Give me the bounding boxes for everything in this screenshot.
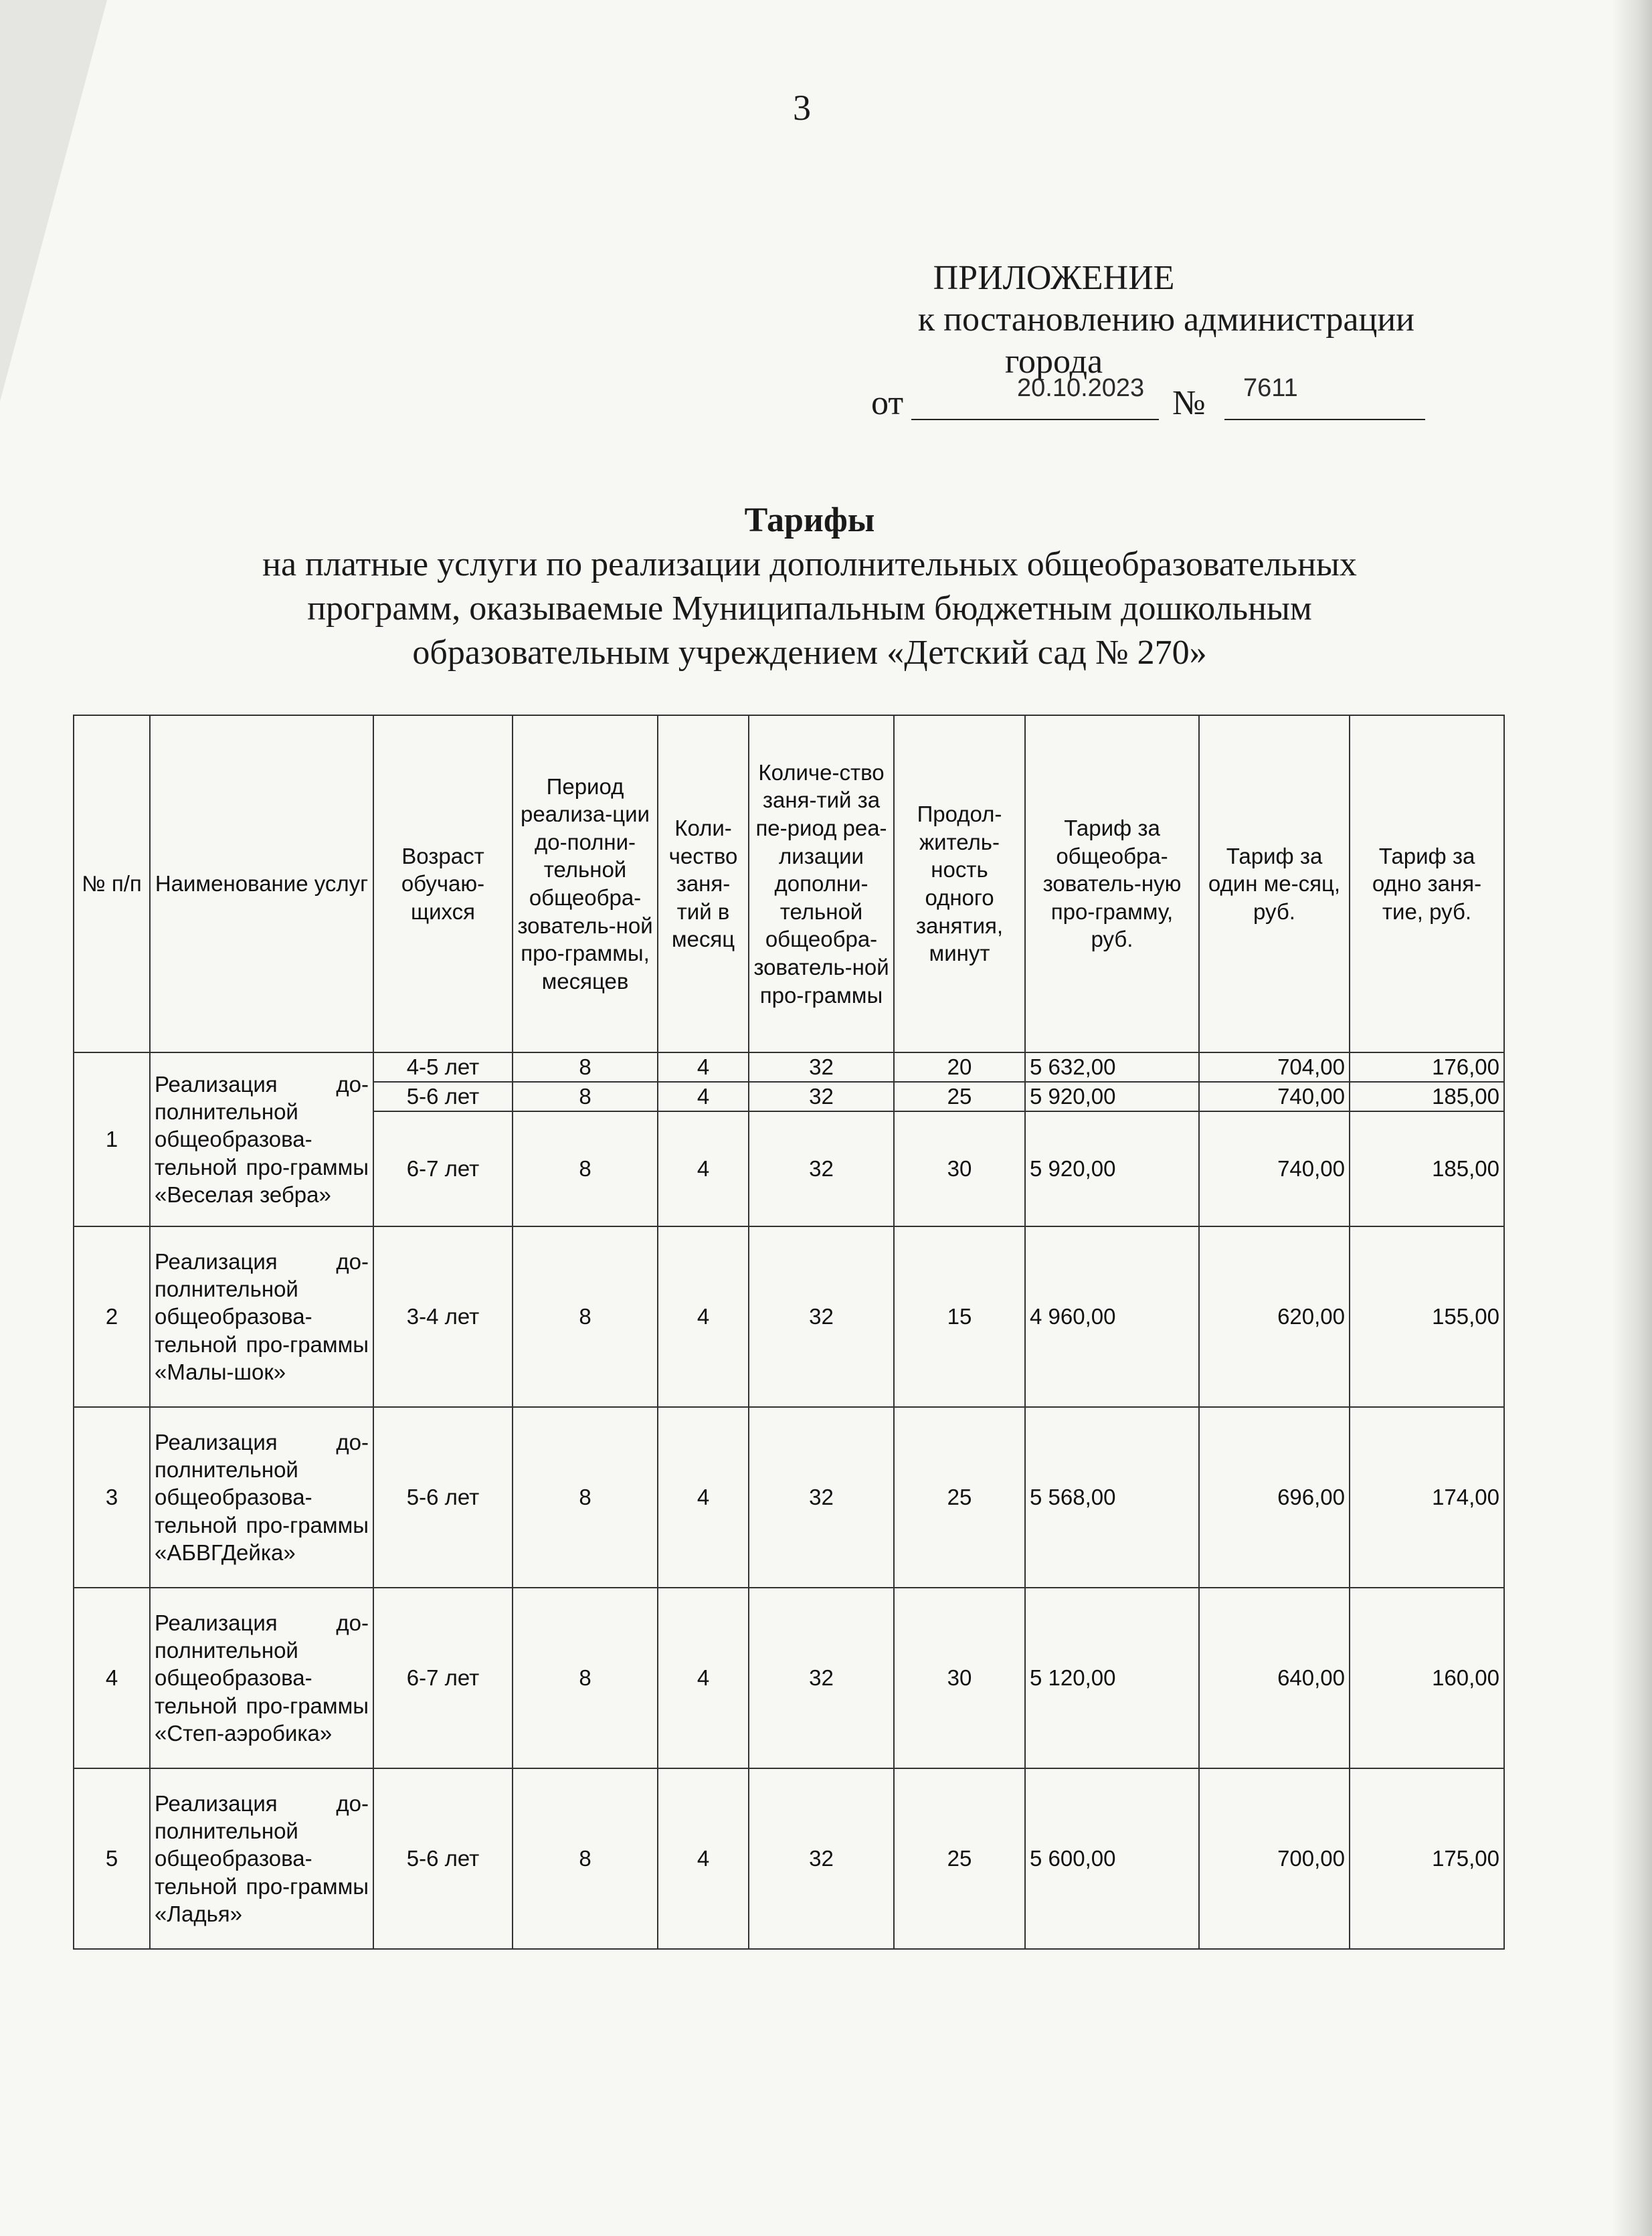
service-name: Реализация до-полнительной общеобразова-тельной про-граммы «Степ-аэробика» (150, 1588, 373, 1768)
period-cell: 8 (513, 1588, 658, 1768)
per-month-cell: 4 (658, 1407, 749, 1588)
tariff-month-cell: 696,00 (1199, 1407, 1350, 1588)
period-cell: 8 (513, 1407, 658, 1588)
tariff-month-cell: 640,00 (1199, 1588, 1350, 1768)
col-name-header: Наименование услуг (150, 715, 373, 1052)
tariff-program-cell: 5 632,00 (1025, 1052, 1199, 1082)
total-cell: 32 (749, 1226, 894, 1407)
appendix-city-line: города (1004, 342, 1103, 381)
service-number: 2 (74, 1226, 150, 1407)
duration-cell: 15 (894, 1226, 1025, 1407)
period-cell: 8 (513, 1226, 658, 1407)
duration-cell: 30 (894, 1588, 1025, 1768)
col-age-header: Возраст обучаю-щихся (373, 715, 513, 1052)
per-month-cell: 4 (658, 1082, 749, 1111)
document-title-line-2: программ, оказываемые Муниципальным бюджетным дошкольным (307, 589, 1312, 628)
age-cell: 3-4 лет (373, 1226, 513, 1407)
tariff-month-cell: 620,00 (1199, 1226, 1350, 1407)
age-cell: 5-6 лет (373, 1407, 513, 1588)
number-value: 7611 (1243, 374, 1298, 403)
duration-cell: 25 (894, 1407, 1025, 1588)
tariff-program-cell: 5 568,00 (1025, 1407, 1199, 1588)
service-number: 5 (74, 1768, 150, 1949)
tariff-lesson-cell: 185,00 (1350, 1111, 1504, 1226)
date-underline (911, 419, 1159, 420)
duration-cell: 30 (894, 1111, 1025, 1226)
tariff-lesson-cell: 160,00 (1350, 1588, 1504, 1768)
service-name: Реализация до-полнительной общеобразова-тельной про-граммы «Веселая зебра» (150, 1052, 373, 1226)
tariff-month-cell: 740,00 (1199, 1082, 1350, 1111)
period-cell: 8 (513, 1082, 658, 1111)
tariffs-table (73, 715, 1505, 1950)
table-row (74, 1226, 1504, 1407)
per-month-cell: 4 (658, 1111, 749, 1226)
page-fold-shadow (0, 0, 107, 401)
appendix-to-line: к постановлению администрации (917, 300, 1414, 339)
tariff-program-cell: 5 600,00 (1025, 1768, 1199, 1949)
number-prefix: № (1172, 384, 1206, 423)
col-per-month-header: Коли-чество заня-тий в месяц (658, 715, 749, 1052)
page-edge-shadow (1612, 0, 1652, 2236)
col-tariff-month-header: Тариф за один ме-сяц, руб. (1199, 715, 1350, 1052)
tariff-month-cell: 700,00 (1199, 1768, 1350, 1949)
age-cell: 5-6 лет (373, 1082, 513, 1111)
tariff-program-cell: 5 920,00 (1025, 1082, 1199, 1111)
col-total-header: Количе-ство заня-тий за пе-риод реа-лизации дополни-тельной общеобра-зователь-ной про-граммы (749, 715, 894, 1052)
service-name: Реализация до-полнительной общеобразова-тельной про-граммы «Ладья» (150, 1768, 373, 1949)
age-cell: 4-5 лет (373, 1052, 513, 1082)
table-row (74, 1052, 1504, 1082)
tariff-lesson-cell: 185,00 (1350, 1082, 1504, 1111)
age-cell: 6-7 лет (373, 1588, 513, 1768)
document-title-main: Тарифы (744, 501, 875, 539)
col-num-header: № п/п (74, 715, 150, 1052)
service-name: Реализация до-полнительной общеобразова-тельной про-граммы «Малы-шок» (150, 1226, 373, 1407)
col-duration-header: Продол-житель-ность одного занятия, минут (894, 715, 1025, 1052)
tariff-lesson-cell: 175,00 (1350, 1768, 1504, 1949)
age-cell: 5-6 лет (373, 1768, 513, 1949)
table-row (74, 1407, 1504, 1588)
page-number: 3 (793, 88, 811, 128)
document-title (120, 498, 1499, 675)
service-number: 1 (74, 1052, 150, 1226)
total-cell: 32 (749, 1407, 894, 1588)
appendix-header (669, 258, 1439, 427)
appendix-date-line (669, 374, 1439, 427)
tariff-program-cell: 4 960,00 (1025, 1226, 1199, 1407)
tariff-program-cell: 5 120,00 (1025, 1588, 1199, 1768)
per-month-cell: 4 (658, 1226, 749, 1407)
per-month-cell: 4 (658, 1052, 749, 1082)
tariff-month-cell: 740,00 (1199, 1111, 1350, 1226)
total-cell: 32 (749, 1768, 894, 1949)
service-name: Реализация до-полнительной общеобразова-тельной про-граммы «АБВГДейка» (150, 1407, 373, 1588)
total-cell: 32 (749, 1082, 894, 1111)
duration-cell: 25 (894, 1768, 1025, 1949)
col-tariff-lesson-header: Тариф за одно заня-тие, руб. (1350, 715, 1504, 1052)
tariff-month-cell: 704,00 (1199, 1052, 1350, 1082)
document-title-line-3: образовательным учреждением «Детский сад № 270» (412, 634, 1207, 672)
total-cell: 32 (749, 1588, 894, 1768)
duration-cell: 25 (894, 1082, 1025, 1111)
col-tariff-program-header: Тариф за общеобра-зователь-ную про-грамму, руб. (1025, 715, 1199, 1052)
header-row (74, 715, 1504, 1052)
table-row (74, 1768, 1504, 1949)
table-row (74, 1588, 1504, 1768)
per-month-cell: 4 (658, 1588, 749, 1768)
period-cell: 8 (513, 1768, 658, 1949)
tariff-lesson-cell: 174,00 (1350, 1407, 1504, 1588)
date-prefix: от (871, 384, 904, 423)
total-cell: 32 (749, 1111, 894, 1226)
service-number: 3 (74, 1407, 150, 1588)
col-period-header: Период реализа-ции до-полни-тельной общеобра-зователь-ной про-граммы, месяцев (513, 715, 658, 1052)
period-cell: 8 (513, 1052, 658, 1082)
tariff-program-cell: 5 920,00 (1025, 1111, 1199, 1226)
period-cell: 8 (513, 1111, 658, 1226)
total-cell: 32 (749, 1052, 894, 1082)
document-title-line-1: на платные услуги по реализации дополнительных общеобразовательных (262, 545, 1357, 584)
appendix-title: ПРИЛОЖЕНИЕ (933, 259, 1175, 297)
date-value: 20.10.2023 (1017, 374, 1145, 403)
tariff-lesson-cell: 155,00 (1350, 1226, 1504, 1407)
number-underline (1224, 419, 1425, 420)
age-cell: 6-7 лет (373, 1111, 513, 1226)
service-number: 4 (74, 1588, 150, 1768)
tariff-lesson-cell: 176,00 (1350, 1052, 1504, 1082)
duration-cell: 20 (894, 1052, 1025, 1082)
per-month-cell: 4 (658, 1768, 749, 1949)
